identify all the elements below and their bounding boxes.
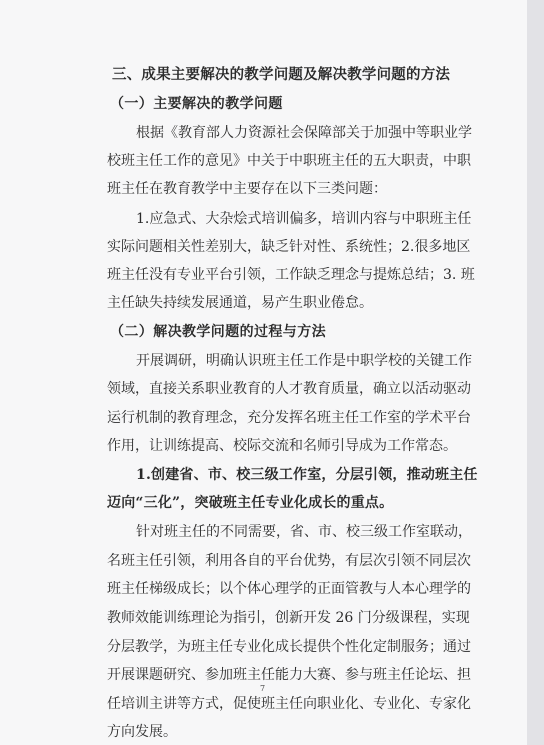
paragraph-line: 分层教学，为班主任专业化成长提供个性化定制服务；通过	[107, 639, 471, 655]
paragraph-line: 开展调研，明确认识班主任工作是中职学校的关键工作	[136, 353, 472, 369]
paragraph-line: 针对班主任的不同需要，省、市、校三级工作室联动，	[136, 524, 472, 540]
page-number: 7	[260, 684, 266, 693]
paragraph-line: 教师效能训练理论为指引，创新开发 26 门分级课程，实现	[107, 610, 470, 626]
paragraph-line: 运行机制的教育理念，充分发挥名班主任工作室的学术平台	[107, 410, 471, 426]
subsection-heading-2: （二）解决教学问题的过程与方法	[110, 324, 326, 340]
paragraph-line: 根据《教育部人力资源社会保障部关于加强中等职业学	[136, 125, 472, 141]
paragraph-line: 主任缺失持续发展通道，易产生职业倦怠。	[107, 295, 373, 311]
paragraph-line: 开展课题研究、参加班主任能力大赛、参与班主任论坛、担	[107, 667, 471, 683]
emphasis-line: 1.创建省、市、校三级工作室，分层引领，推动班主任	[136, 467, 478, 483]
paragraph-line: 任培训主讲等方式，促使班主任向职业化、专业化、专家化	[107, 696, 471, 712]
paragraph-line: 校班主任工作的意见》中关于中职班主任的五大职责，中职	[107, 153, 471, 169]
section-title: 三、成果主要解决的教学问题及解决教学问题的方法	[112, 66, 451, 83]
viewer-scroll-strip	[527, 0, 544, 745]
paragraph-line: 1.应急式、大杂烩式培训偏多，培训内容与中职班主任	[136, 211, 472, 227]
paragraph-line: 班主任梯级成长；以个体心理学的正面管教与人本心理学的	[107, 581, 471, 597]
emphasis-line: 迈向“三化”，突破班主任专业化成长的重点。	[107, 495, 394, 511]
paragraph-line: 班主任在教育教学中主要存在以下三类问题：	[107, 181, 387, 197]
paragraph-line: 名班主任引领，利用各自的平台优势，有层次引领不同层次	[107, 553, 471, 569]
paragraph-line: 班主任没有专业平台引领，工作缺乏理念与提炼总结；3. 班	[107, 267, 475, 283]
paragraph-line: 作用，让训练提高、校际交流和名师引导成为工作常态。	[107, 438, 457, 454]
paragraph-line: 方向发展。	[107, 724, 177, 740]
paragraph-line: 领域，直接关系职业教育的人才教育质量，确立以活动驱动	[107, 381, 471, 397]
paragraph-line: 实际问题相关性差别大，缺乏针对性、系统性；2.很多地区	[107, 239, 471, 255]
subsection-heading-1: （一）主要解决的教学问题	[110, 96, 283, 112]
